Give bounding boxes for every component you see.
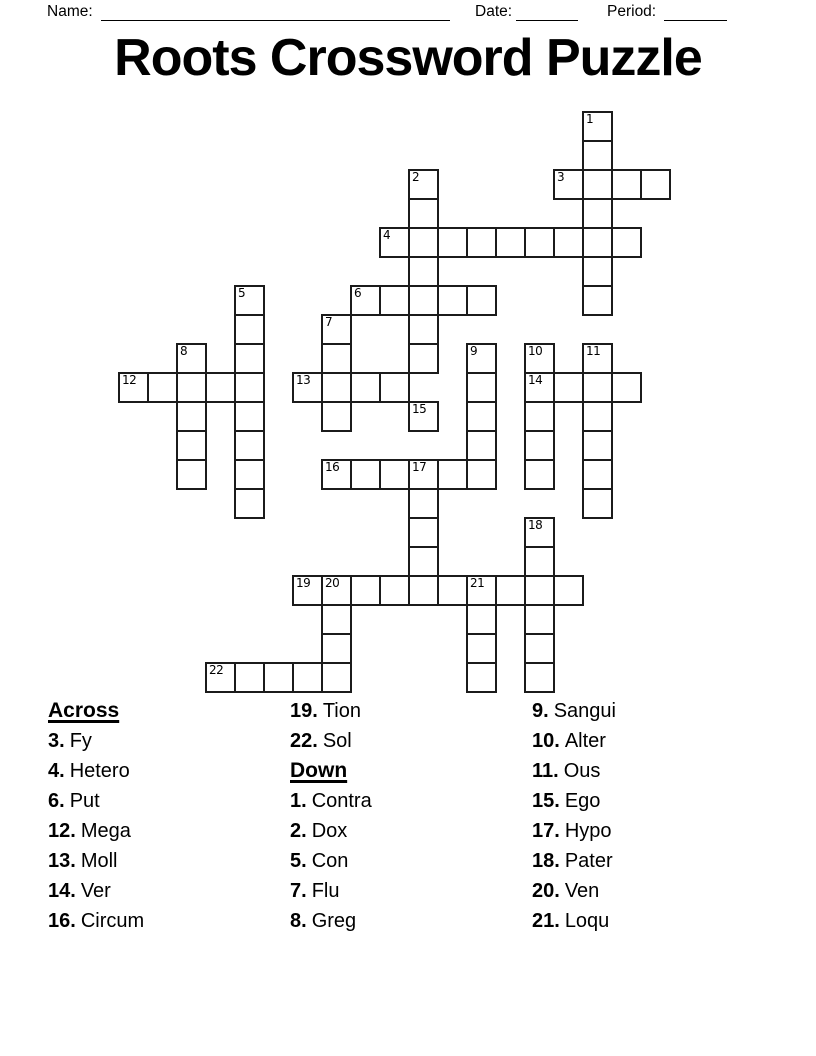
clues-down-heading-text: Down (290, 759, 348, 782)
grid-cell-r6c11[interactable] (437, 285, 468, 316)
clue-text: Ous (563, 760, 601, 782)
cell-number-12: 12 (122, 373, 137, 387)
grid-cell-r4c11[interactable] (437, 227, 468, 258)
clue-1 (290, 786, 372, 816)
grid-cell-r16c14[interactable] (524, 575, 555, 606)
grid-cell-r7c10[interactable] (408, 314, 439, 345)
crossword-grid (118, 111, 671, 693)
cell-number-4: 4 (383, 228, 391, 242)
grid-cell-r16c10[interactable] (408, 575, 439, 606)
grid-cell-r9c15[interactable] (553, 372, 584, 403)
grid-cell-r19c12[interactable] (466, 662, 497, 693)
grid-cell-r13c10[interactable] (408, 488, 439, 519)
grid-cell-r10c10[interactable] (408, 401, 439, 432)
clue-text: Moll (80, 850, 118, 872)
grid-cell-r12c10[interactable] (408, 459, 439, 490)
clue-column-2 (290, 696, 372, 936)
clue-number: 2. (290, 820, 307, 842)
cell-number-16: 16 (325, 460, 340, 474)
grid-cell-r11c2[interactable] (176, 430, 207, 461)
grid-cell-r4c10[interactable] (408, 227, 439, 258)
grid-cell-r16c11[interactable] (437, 575, 468, 606)
grid-cell-r9c9[interactable] (379, 372, 410, 403)
cell-number-6: 6 (354, 286, 362, 300)
grid-cell-r6c8[interactable] (350, 285, 381, 316)
grid-cell-r16c12[interactable] (466, 575, 497, 606)
grid-cell-r12c9[interactable] (379, 459, 410, 490)
clue-number: 18. (532, 850, 560, 872)
period-blank-line[interactable] (664, 20, 727, 21)
clue-number: 8. (290, 910, 307, 932)
grid-cell-r10c7[interactable] (321, 401, 352, 432)
clue-number: 4. (48, 760, 65, 782)
clue-22 (290, 726, 372, 756)
grid-cell-r10c16[interactable] (582, 401, 613, 432)
grid-cell-r8c4[interactable] (234, 343, 265, 374)
clue-number: 20. (532, 880, 560, 902)
grid-cell-r16c9[interactable] (379, 575, 410, 606)
grid-cell-r10c14[interactable] (524, 401, 555, 432)
grid-cell-r19c3[interactable] (205, 662, 236, 693)
clue-18 (532, 846, 616, 876)
grid-cell-r5c10[interactable] (408, 256, 439, 287)
grid-cell-r18c12[interactable] (466, 633, 497, 664)
clue-text: Greg (311, 910, 357, 932)
clue-6 (48, 786, 144, 816)
grid-cell-r12c11[interactable] (437, 459, 468, 490)
grid-cell-r16c6[interactable] (292, 575, 323, 606)
cell-number-2: 2 (412, 170, 420, 184)
clues-across-heading-text: Across (48, 699, 120, 722)
grid-cell-r12c4[interactable] (234, 459, 265, 490)
clue-12 (48, 816, 144, 846)
clue-11 (532, 756, 616, 786)
clue-number: 6. (48, 790, 65, 812)
clue-text: Put (69, 790, 100, 812)
clue-text: Con (311, 850, 349, 872)
clue-number: 15. (532, 790, 560, 812)
grid-cell-r9c7[interactable] (321, 372, 352, 403)
cell-number-21: 21 (470, 576, 485, 590)
cell-number-20: 20 (325, 576, 340, 590)
clue-text: Hetero (69, 760, 130, 782)
grid-cell-r14c10[interactable] (408, 517, 439, 548)
clue-15 (532, 786, 616, 816)
clues-down-heading (290, 756, 372, 786)
clue-text: Circum (80, 910, 145, 932)
clue-text: Mega (80, 820, 131, 842)
grid-cell-r8c14[interactable] (524, 343, 555, 374)
clue-text: Sol (322, 730, 352, 752)
grid-cell-r11c12[interactable] (466, 430, 497, 461)
clue-text: Ego (564, 790, 601, 812)
date-label: Date: (475, 3, 513, 20)
clue-19 (290, 696, 372, 726)
clue-number: 7. (290, 880, 307, 902)
cell-number-17: 17 (412, 460, 427, 474)
grid-cell-r9c2[interactable] (176, 372, 207, 403)
clue-text: Sangui (553, 700, 616, 722)
clue-number: 14. (48, 880, 76, 902)
grid-cell-r2c16[interactable] (582, 169, 613, 200)
clue-5 (290, 846, 372, 876)
grid-cell-r16c13[interactable] (495, 575, 526, 606)
grid-cell-r2c18[interactable] (640, 169, 671, 200)
grid-cell-r12c8[interactable] (350, 459, 381, 490)
cell-number-13: 13 (296, 373, 311, 387)
clue-number: 21. (532, 910, 560, 932)
grid-cell-r17c12[interactable] (466, 604, 497, 635)
clue-number: 22. (290, 730, 318, 752)
grid-cell-r10c12[interactable] (466, 401, 497, 432)
grid-cell-r8c10[interactable] (408, 343, 439, 374)
grid-cell-r19c5[interactable] (263, 662, 294, 693)
grid-cell-r2c17[interactable] (611, 169, 642, 200)
clue-10 (532, 726, 616, 756)
grid-cell-r17c7[interactable] (321, 604, 352, 635)
clue-text: Dox (311, 820, 348, 842)
grid-cell-r19c4[interactable] (234, 662, 265, 693)
grid-cell-r10c2[interactable] (176, 401, 207, 432)
clue-number: 13. (48, 850, 76, 872)
cell-number-8: 8 (180, 344, 188, 358)
grid-cell-r2c10[interactable] (408, 169, 439, 200)
grid-cell-r16c15[interactable] (553, 575, 584, 606)
clue-column-3 (532, 696, 616, 936)
clue-number: 11. (532, 760, 559, 782)
period-label: Period: (607, 3, 657, 20)
clue-number: 16. (48, 910, 76, 932)
clues-across-heading (48, 696, 144, 726)
grid-cell-r11c4[interactable] (234, 430, 265, 461)
grid-cell-r13c16[interactable] (582, 488, 613, 519)
cell-number-19: 19 (296, 576, 311, 590)
grid-cell-r6c12[interactable] (466, 285, 497, 316)
grid-cell-r9c12[interactable] (466, 372, 497, 403)
grid-cell-r16c8[interactable] (350, 575, 381, 606)
cell-number-10: 10 (528, 344, 543, 358)
grid-cell-r9c1[interactable] (147, 372, 178, 403)
grid-cell-r9c4[interactable] (234, 372, 265, 403)
clue-text: Hypo (564, 820, 612, 842)
grid-cell-r6c4[interactable] (234, 285, 265, 316)
grid-cell-r4c17[interactable] (611, 227, 642, 258)
cell-number-7: 7 (325, 315, 333, 329)
clue-20 (532, 876, 616, 906)
grid-cell-r4c13[interactable] (495, 227, 526, 258)
clue-17 (532, 816, 616, 846)
date-blank-line[interactable] (516, 20, 578, 21)
clue-text: Pater (564, 850, 613, 872)
clue-21 (532, 906, 616, 936)
grid-cell-r12c2[interactable] (176, 459, 207, 490)
cell-number-18: 18 (528, 518, 543, 532)
grid-cell-r4c16[interactable] (582, 227, 613, 258)
clue-text: Ver (80, 880, 111, 902)
grid-cell-r9c6[interactable] (292, 372, 323, 403)
clue-2 (290, 816, 372, 846)
clue-number: 12. (48, 820, 76, 842)
grid-cell-r9c3[interactable] (205, 372, 236, 403)
grid-cell-r15c10[interactable] (408, 546, 439, 577)
grid-cell-r19c7[interactable] (321, 662, 352, 693)
clue-7 (290, 876, 372, 906)
clue-number: 10. (532, 730, 560, 752)
grid-cell-r8c7[interactable] (321, 343, 352, 374)
grid-cell-r6c9[interactable] (379, 285, 410, 316)
grid-cell-r8c2[interactable] (176, 343, 207, 374)
page-title: Roots Crossword Puzzle (114, 29, 702, 87)
cell-number-3: 3 (557, 170, 565, 184)
grid-cell-r12c12[interactable] (466, 459, 497, 490)
grid-cell-r7c4[interactable] (234, 314, 265, 345)
grid-cell-r6c10[interactable] (408, 285, 439, 316)
name-blank-line[interactable] (101, 20, 450, 21)
cell-number-11: 11 (586, 344, 601, 358)
grid-cell-r10c4[interactable] (234, 401, 265, 432)
grid-cell-r3c16[interactable] (582, 198, 613, 229)
clue-3 (48, 726, 144, 756)
cell-number-15: 15 (412, 402, 427, 416)
clue-number: 19. (290, 700, 318, 722)
grid-cell-r5c16[interactable] (582, 256, 613, 287)
grid-cell-r9c16[interactable] (582, 372, 613, 403)
grid-cell-r19c14[interactable] (524, 662, 555, 693)
grid-cell-r4c12[interactable] (466, 227, 497, 258)
clue-13 (48, 846, 144, 876)
clue-number: 1. (290, 790, 307, 812)
grid-cell-r1c16[interactable] (582, 140, 613, 171)
grid-cell-r12c14[interactable] (524, 459, 555, 490)
grid-cell-r8c16[interactable] (582, 343, 613, 374)
grid-cell-r7c7[interactable] (321, 314, 352, 345)
clue-text: Loqu (564, 910, 610, 932)
clue-number: 9. (532, 700, 549, 722)
clue-column-1 (48, 696, 144, 936)
grid-cell-r8c12[interactable] (466, 343, 497, 374)
grid-cell-r11c14[interactable] (524, 430, 555, 461)
grid-cell-r18c14[interactable] (524, 633, 555, 664)
grid-cell-r16c7[interactable] (321, 575, 352, 606)
clue-text: Contra (311, 790, 372, 812)
cell-number-22: 22 (209, 663, 224, 677)
grid-cell-r4c9[interactable] (379, 227, 410, 258)
grid-cell-r11c16[interactable] (582, 430, 613, 461)
clue-text: Tion (322, 700, 361, 722)
clue-text: Alter (564, 730, 606, 752)
grid-cell-r18c7[interactable] (321, 633, 352, 664)
name-label: Name: (47, 3, 93, 20)
cell-number-14: 14 (528, 373, 543, 387)
grid-cell-r2c15[interactable] (553, 169, 584, 200)
grid-cell-r0c16[interactable] (582, 111, 613, 142)
cell-number-5: 5 (238, 286, 246, 300)
grid-cell-r4c15[interactable] (553, 227, 584, 258)
grid-cell-r4c14[interactable] (524, 227, 555, 258)
clue-number: 17. (532, 820, 560, 842)
clue-text: Fy (69, 730, 92, 752)
clue-4 (48, 756, 144, 786)
grid-cell-r9c14[interactable] (524, 372, 555, 403)
cell-number-9: 9 (470, 344, 478, 358)
grid-cell-r17c14[interactable] (524, 604, 555, 635)
grid-cell-r12c16[interactable] (582, 459, 613, 490)
grid-cell-r9c8[interactable] (350, 372, 381, 403)
clue-text: Ven (564, 880, 600, 902)
grid-cell-r14c14[interactable] (524, 517, 555, 548)
clue-8 (290, 906, 372, 936)
grid-cell-r9c17[interactable] (611, 372, 642, 403)
clue-9 (532, 696, 616, 726)
grid-cell-r6c16[interactable] (582, 285, 613, 316)
clue-text: Flu (311, 880, 340, 902)
grid-cell-r13c4[interactable] (234, 488, 265, 519)
grid-cell-r12c7[interactable] (321, 459, 352, 490)
clue-16 (48, 906, 144, 936)
grid-cell-r9c0[interactable] (118, 372, 149, 403)
clue-number: 3. (48, 730, 65, 752)
clue-14 (48, 876, 144, 906)
clue-number: 5. (290, 850, 307, 872)
grid-cell-r3c10[interactable] (408, 198, 439, 229)
cell-number-1: 1 (586, 112, 594, 126)
grid-cell-r15c14[interactable] (524, 546, 555, 577)
grid-cell-r19c6[interactable] (292, 662, 323, 693)
